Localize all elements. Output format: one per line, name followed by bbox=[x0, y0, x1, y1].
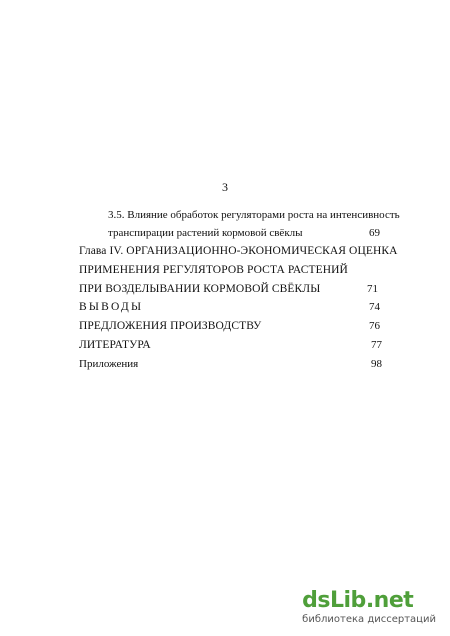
brand-ds: ds bbox=[302, 588, 330, 613]
toc-entry-conclusions-page: 74 bbox=[369, 301, 380, 313]
toc-entry-chapter4-line3: ПРИ ВОЗДЕЛЫВАНИИ КОРМОВОЙ СВЁКЛЫ bbox=[79, 283, 321, 295]
toc-entry-appendices: Приложения bbox=[79, 358, 139, 370]
watermark-brand bbox=[302, 590, 436, 612]
table-of-contents bbox=[0, 209, 450, 379]
toc-entry-literature-page: 77 bbox=[371, 339, 382, 351]
toc-entry-proposals-page: 76 bbox=[369, 320, 380, 332]
page-number: 3 bbox=[222, 180, 228, 194]
toc-entry-proposals: ПРЕДЛОЖЕНИЯ ПРОИЗВОДСТВУ bbox=[79, 320, 262, 332]
toc-entry-chapter4-line2: ПРИМЕНЕНИЯ РЕГУЛЯТОРОВ РОСТА РАСТЕНИЙ bbox=[79, 264, 348, 276]
watermark-logo[interactable] bbox=[302, 590, 436, 626]
toc-entry-literature: ЛИТЕРАТУРА bbox=[79, 339, 151, 351]
toc-entry-conclusions: ВЫВОДЫ bbox=[79, 301, 144, 313]
toc-entry-chapter4-line1: Глава IV. ОРГАНИЗАЦИОННО-ЭКОНОМИЧЕСКАЯ ОЦЕНКА bbox=[79, 245, 398, 257]
toc-entry-3-5-page: 69 bbox=[369, 227, 380, 239]
toc-entry-3-5-line2: транспирации растений кормовой свёклы bbox=[108, 227, 303, 239]
toc-entry-3-5-line1: 3.5. Влияние обработок регуляторами роста на интенсивность bbox=[108, 209, 400, 221]
brand-lib: Lib bbox=[330, 588, 366, 613]
toc-entry-appendices-page: 98 bbox=[371, 358, 382, 370]
brand-net: .net bbox=[365, 588, 414, 613]
watermark-tagline: библиотека диссертаций bbox=[302, 614, 436, 625]
toc-entry-chapter4-page: 71 bbox=[367, 283, 378, 295]
